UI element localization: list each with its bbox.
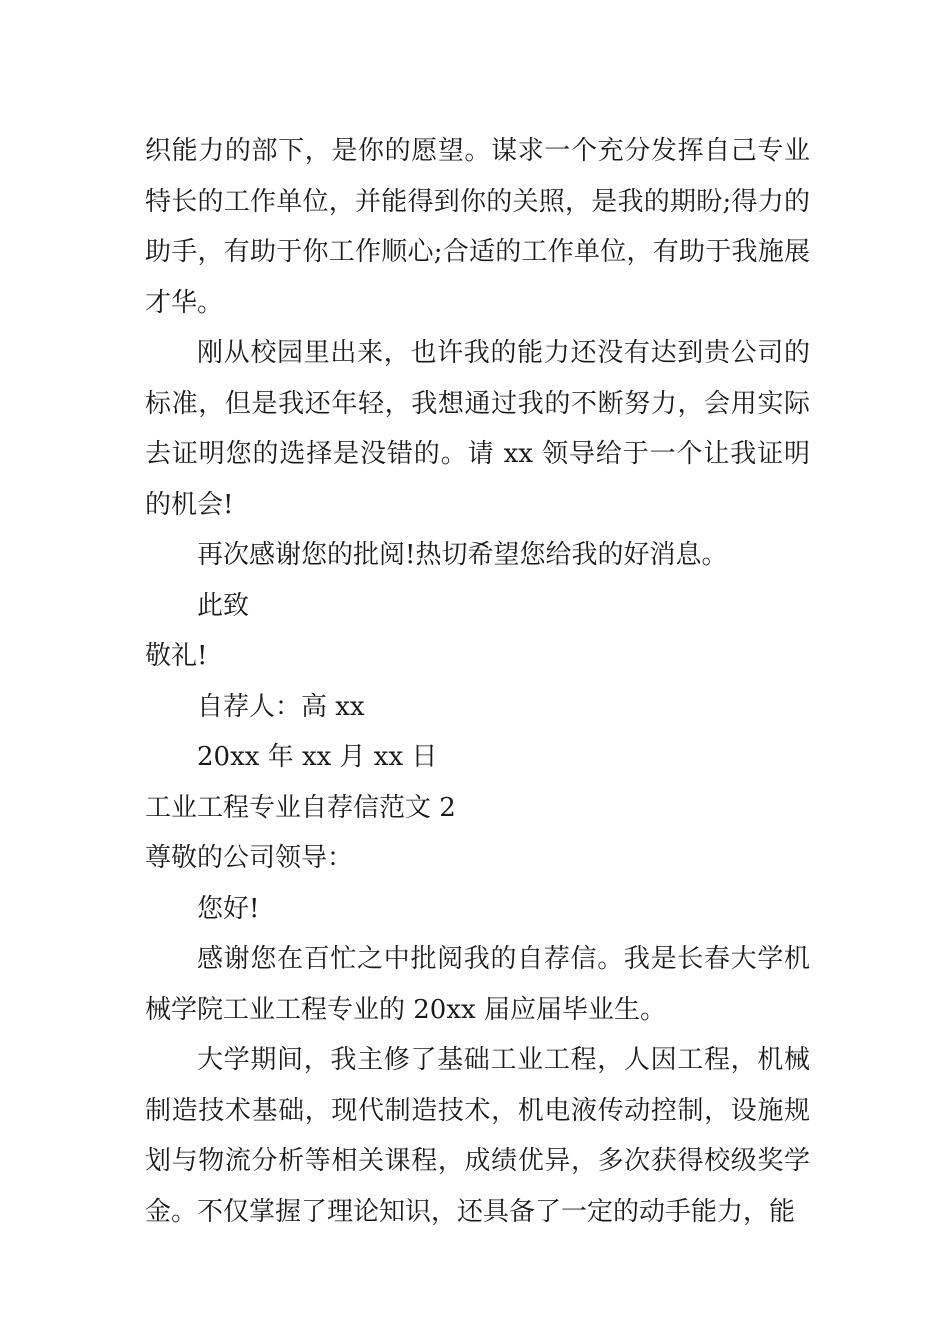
signature-date: 20xx 年 xx 月 xx 日 bbox=[197, 742, 438, 772]
paragraph-introduction: 感谢您在百忙之中批阅我的自荐信。我是长春大学机械学院工业工程专业的 20xx 届应届毕业生。 bbox=[145, 944, 810, 1025]
signature-name: 自荐人：高 xx bbox=[197, 691, 365, 722]
closing-regards: 敬礼! bbox=[145, 641, 208, 671]
letter-greeting: 尊敬的公司领导： bbox=[145, 843, 354, 873]
paragraph-university-studies: 大学期间，我主修了基础工业工程，人因工程，机械制造技术基础，现代制造技术，机电液传动控制，设施规划与物流分析等相关课程，成绩优异，多次获得校级奖学金。不仅掌握了理论知识，还具备了一定的动手能力，能 bbox=[145, 1045, 810, 1227]
paragraph-ambition: 织能力的部下，是你的愿望。谋求一个充分发挥自己专业特长的工作单位，并能得到你的关照，是我的期盼;得力的助手，有助于你工作顺心;合适的工作单位，有助于我施展才华。 bbox=[145, 136, 810, 318]
paragraph-thanks: 再次感谢您的批阅!热切希望您给我的好消息。 bbox=[197, 540, 728, 570]
closing-salutation: 此致 bbox=[197, 590, 250, 621]
section-heading: 工业工程专业自荐信范文 2 bbox=[145, 792, 456, 823]
paragraph-fresh-graduate: 刚从校园里出来，也许我的能力还没有达到贵公司的标准，但是我还年轻，我想通过我的不断努力，会用实际去证明您的选择是没错的。请 xx 领导给于一个让我证明的机会! bbox=[145, 338, 810, 520]
letter-hello: 您好! bbox=[197, 893, 260, 924]
document-body bbox=[145, 126, 810, 1237]
